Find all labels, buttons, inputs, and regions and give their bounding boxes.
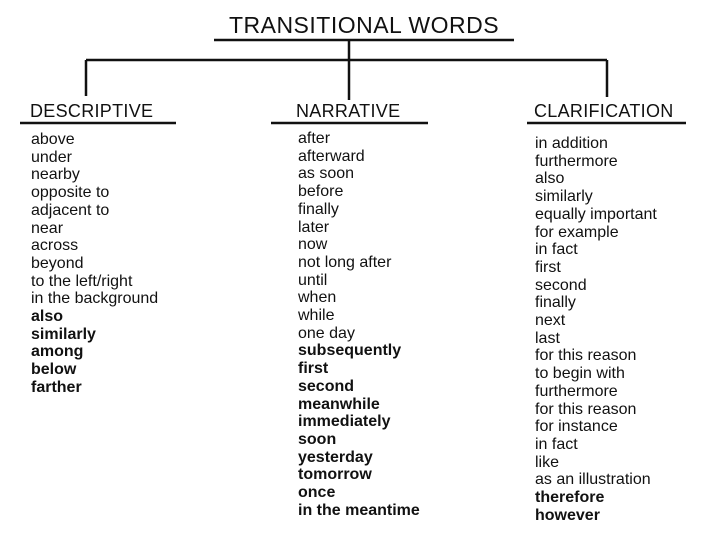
word-item: in the meantime: [298, 501, 420, 519]
heading-clarification: CLARIFICATION: [534, 101, 674, 121]
word-item: as an illustration: [535, 471, 651, 489]
word-item: also: [31, 308, 64, 326]
word-item: under: [31, 148, 72, 166]
word-item: now: [298, 236, 328, 254]
word-item: however: [535, 506, 600, 524]
word-item: next: [535, 312, 566, 330]
word-item: yesterday: [298, 448, 373, 466]
word-item: nearby: [31, 166, 80, 184]
word-item: one day: [298, 324, 355, 342]
word-item: before: [298, 183, 344, 201]
word-item: for example: [535, 223, 619, 241]
word-list-descriptive: [31, 131, 158, 397]
word-item: furthermore: [535, 382, 618, 400]
word-item: finally: [298, 200, 339, 218]
word-list-clarification: [535, 135, 657, 524]
word-item: soon: [298, 430, 337, 448]
word-item: when: [298, 289, 337, 307]
word-list-narrative: [298, 130, 420, 519]
word-item: first: [535, 258, 561, 276]
word-item: similarly: [31, 325, 96, 343]
word-item: across: [31, 237, 79, 255]
word-item: similarly: [535, 188, 593, 206]
word-item: for this reason: [535, 400, 637, 418]
word-item: beyond: [31, 254, 84, 272]
word-item: immediately: [298, 413, 391, 431]
word-item: in the background: [31, 290, 159, 308]
word-item: for this reason: [535, 347, 637, 365]
word-item: tomorrow: [298, 466, 372, 484]
word-item: in fact: [535, 241, 578, 259]
diagram-title: TRANSITIONAL WORDS: [228, 12, 500, 38]
word-item: not long after: [298, 253, 392, 271]
word-item: until: [298, 271, 328, 289]
word-item: as soon: [298, 165, 355, 183]
word-item: later: [298, 218, 330, 236]
word-item: once: [298, 484, 336, 502]
word-item: afterward: [298, 147, 365, 165]
word-item: above: [31, 131, 75, 148]
word-item: also: [535, 170, 565, 188]
word-item: second: [535, 276, 587, 294]
word-item: in addition: [535, 135, 608, 152]
word-item: while: [298, 307, 335, 325]
heading-narrative: NARRATIVE: [296, 101, 401, 121]
word-item: subsequently: [298, 342, 402, 360]
word-item: for instance: [535, 418, 618, 436]
word-item: finally: [535, 294, 576, 312]
word-item: equally important: [535, 205, 657, 223]
word-item: last: [535, 329, 560, 347]
word-item: below: [31, 361, 77, 379]
word-item: furthermore: [535, 152, 618, 170]
heading-descriptive: DESCRIPTIVE: [30, 101, 154, 121]
word-item: adjacent to: [31, 201, 110, 219]
word-item: farther: [31, 378, 82, 396]
word-item: after: [298, 130, 331, 147]
word-item: meanwhile: [298, 395, 380, 413]
word-item: like: [535, 453, 560, 471]
word-item: therefore: [535, 489, 605, 507]
word-item: second: [298, 377, 355, 395]
word-item: among: [31, 343, 84, 361]
word-item: near: [31, 219, 64, 237]
word-item: first: [298, 360, 329, 378]
word-item: to the left/right: [31, 272, 133, 290]
word-item: to begin with: [535, 365, 625, 383]
word-item: in fact: [535, 435, 578, 453]
word-item: opposite to: [31, 184, 110, 202]
